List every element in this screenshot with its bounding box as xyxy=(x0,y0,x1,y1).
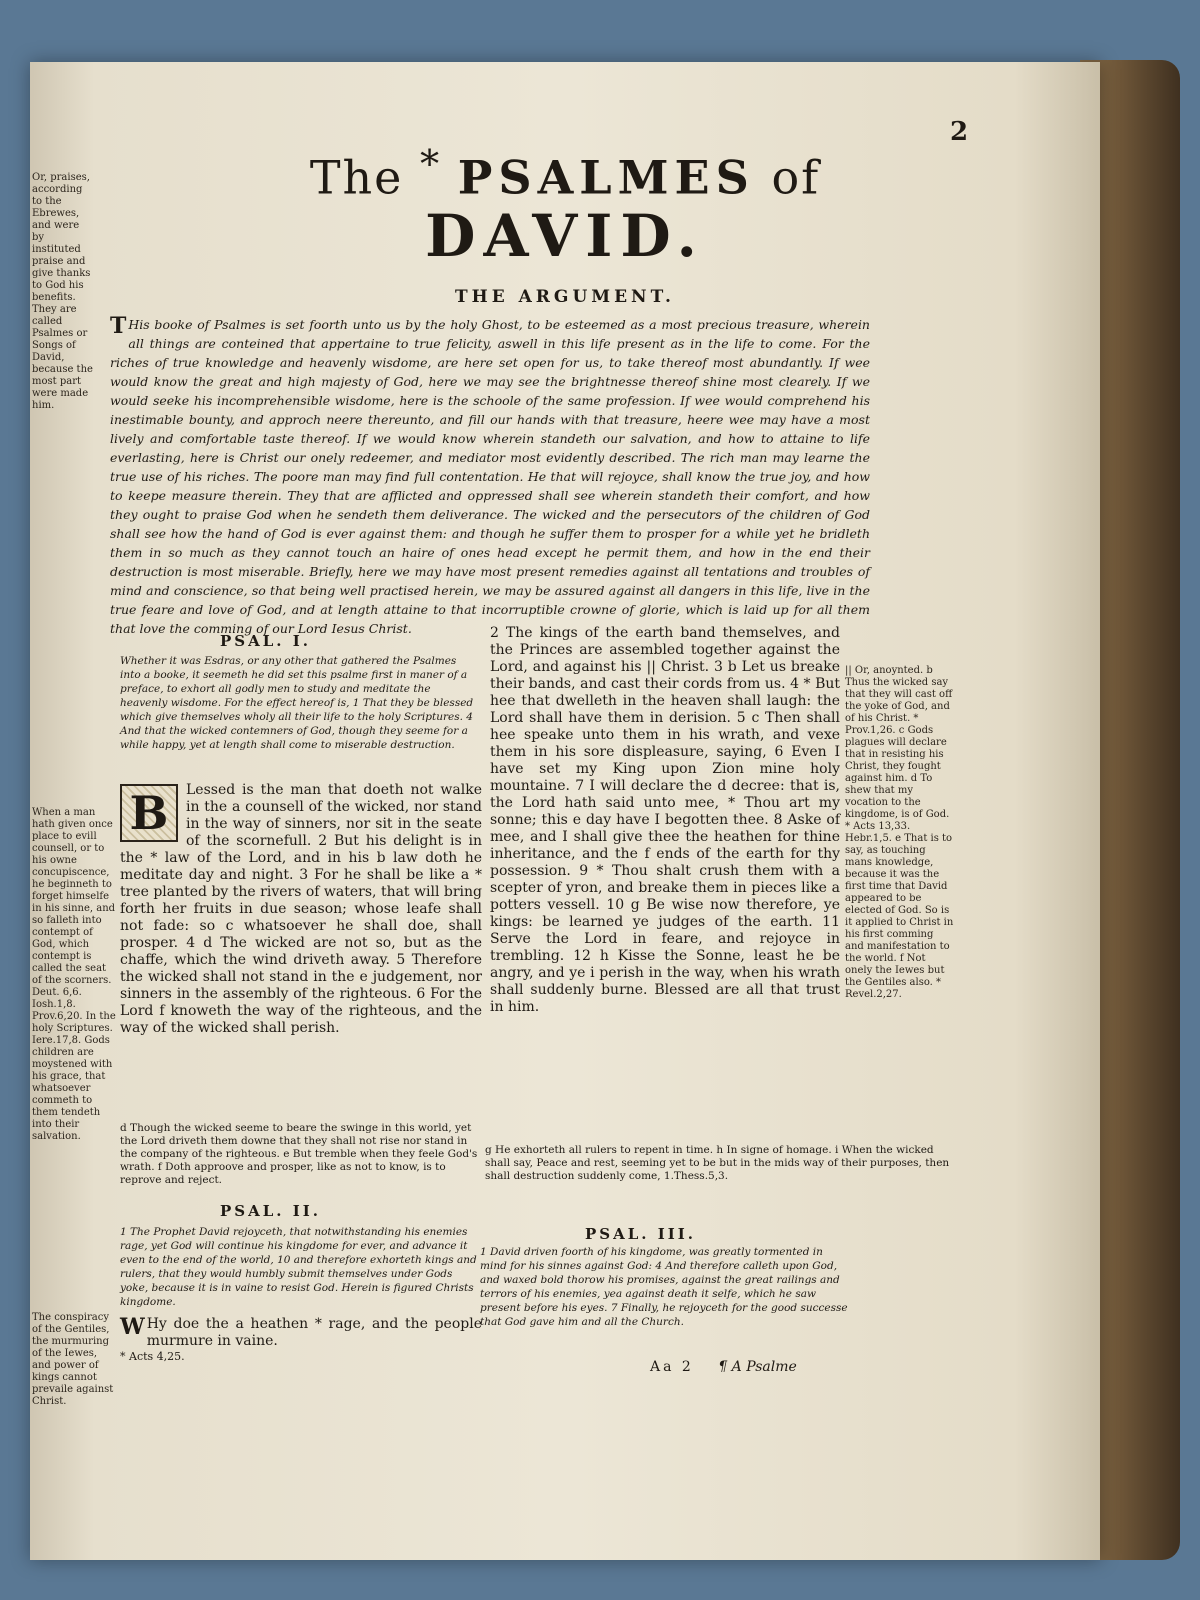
psalm-1-heading: PSAL. I. xyxy=(220,632,311,650)
title-mark: * xyxy=(419,142,442,187)
psalm-2-footnotes: g He exhorteth all rulers to repent in time. h In signe of homage. i When the wicked shall say, Peace and rest, seeming yet to be but in the mids way of their purposes, then shall destruction suddenly come, 1.Thess.5,3. xyxy=(485,1144,950,1182)
psalm-2-crossref: * Acts 4,25. xyxy=(120,1350,185,1363)
title-of: of xyxy=(771,150,821,205)
psalm-3-heading: PSAL. III. xyxy=(585,1225,697,1243)
psalm-2-verse-1 xyxy=(120,1316,482,1350)
decorated-initial-b: B xyxy=(120,784,178,842)
psalm-2-summary: 1 The Prophet David rejoyceth, that notwithstanding his enemies rage, yet God will continue his kingdome for ever, and advance it even to the end of the world, 10 and therefore exhorteth kings and rulers, that they would humbly submit themselves under Gods yoke, because it is in vaine to resist God. Herein is figured Christs kingdome. xyxy=(120,1226,477,1308)
psalm-2-continued-verses: 2 The kings of the earth band themselves, and the Princes are assembled together against the Lord, and against his || Christ. 3 b Let us breake their bands, and cast their cords from us. 4 * But hee that dwelleth in the heaven shall laugh: the Lord shall have them in derision. 5 c Then shall hee speake unto them in his wrath, and vexe them in his sore displeasure, saying, 6 Even I have set my King upon Zion mine holy mountaine. 7 I will declare the d decree: that is, the Lord hath said unto mee, * Thou art my sonne; this e day have I begotten thee. 8 Aske of mee, and I shall give thee the heathen for thine inheritance, and the f ends of the earth for thy possession. 9 * Thou shalt crush them with a scepter of yron, and breake them in pieces like a potters vessell. 10 g Be wise now therefore, ye kings: be learned ye judges of the earth. 11 Serve the Lord in feare, and rejoyce in trembling. 12 h Kisse the Sonne, least he be angry, and ye i perish in the way, when his wrath shall suddenly burne. Blessed are all that trust in him. xyxy=(490,625,840,1015)
title-prefix: The xyxy=(309,150,404,205)
psalm-1-footnotes: d Though the wicked seeme to beare the swinge in this world, yet the Lord driveth them downe that they shall not rise nor stand in the company of the righteous. e But tremble when they feele God's wrath. f Doth approove and prosper, like as not to know, is to reprove and reject. xyxy=(120,1122,478,1186)
right-margin-notes: || Or, anoynted. b Thus the wicked say that they will cast off the yoke of God, and of his Christ. * Prov.1,26. c Gods plagues will declare that in resisting his Christ, they fought against him. d To shew that my vocation to the kingdome, is of God. * Acts 13,33. Hebr.1,5. e That is to say, as touching mans knowledge, because it was the first time that David appeared to be elected of God. So is it applied to Christ in his first comming and manifestation to the world. f Not onely the Iewes but the Gentiles also. * Revel.2,27. xyxy=(845,665,954,1000)
title-main: PSALMES xyxy=(457,150,755,205)
page-title xyxy=(30,142,1100,204)
psalm-2-initial: W xyxy=(120,1314,145,1340)
signature-mark: Aa 2 xyxy=(650,1359,694,1375)
psalm-3-summary: 1 David driven foorth of his kingdome, was greatly tormented in mind for his sinnes against God: 4 And therefore calleth upon God, and waxed bold thorow his promises, against the great railings and terrors of his enemies, yea against death it selfe, which he saw present before his eyes. 7 Finally, he rejoyceth for the good successe that God gave him and all the Church. xyxy=(480,1246,848,1328)
argument-text-block xyxy=(110,315,870,638)
catchword: ¶ A Psalme xyxy=(718,1359,797,1375)
title-david: DAVID. xyxy=(425,202,705,270)
left-margin-note-top: Or, praises, according to the Ebrewes, and were by instituted praise and give thanks to God his benefits. They are called Psalmes or Songs of David, because the most part were made him. xyxy=(32,172,93,411)
psalm-1-summary: Whether it was Esdras, or any other that gathered the Psalmes into a booke, it seemeth he did set this psalme first in maner of a preface, to exhort all godly men to study and meditate the heavenly wisdome. For the effect hereof is, 1 That they be blessed which give themselves wholy all their life to the holy Scriptures. 4 And that the wicked contemners of God, though they seeme for a while happy, yet at length shall come to miserable destruction. xyxy=(120,655,474,751)
psalm-1-verses xyxy=(120,782,482,1037)
page-number: 2 xyxy=(950,117,969,147)
left-margin-note-mid: When a man hath given once place to evill counsell, or to his owne concupiscence, he beginneth to forget himselfe in his sinne, and so falleth into contempt of God, which contempt is called the seat of the scorners. Deut. 6,6. Iosh.1,8. Prov.6,20. In the holy Scriptures. Iere.17,8. Gods children are moystened with his grace, that whatsoever commeth to them tendeth into their salvation. xyxy=(32,807,116,1142)
bible-page xyxy=(30,62,1100,1560)
argument-initial: T xyxy=(110,313,127,339)
argument-heading: THE ARGUMENT. xyxy=(455,287,675,307)
left-margin-note-low: The conspiracy of the Gentiles, the murmuring of the Iewes, and power of kings cannot prevaile against Christ. xyxy=(32,1312,114,1407)
catchword-line xyxy=(650,1359,797,1375)
psalm-2-verse-text: Hy doe the a heathen * rage, and the people murmure in vaine. xyxy=(146,1316,482,1349)
argument-text: His booke of Psalmes is set foorth unto us by the holy Ghost, to be esteemed as a most precious treasure, wherein all things are conteined that appertaine to true felicity, aswell in this life present as in the life to come. For the riches of true knowledge and heavenly wisdome, are here set open for us, to take thereof most abundantly. If wee would know the great and high majesty of God, here we may see the brightnesse thereof shine most clearely. If we would seeke his incomprehensible wisdome, here is the schoole of the same profession. If wee would comprehend his inestimable bounty, and approch neere thereunto, and fill our hands with that treasure, heere wee may have a most lively and comfortable taste thereof. If we would know wherein standeth our salvation, and how to attaine to life everlasting, here is Christ our onely redeemer, and mediator most evidently described. The rich man may learne the true use of his riches. The poore man may find full contentation. He that will rejoyce, shall know the true joy, and how to keepe measure therein. They that are afflicted and oppressed shall see wherein standeth their comfort, and how they ought to praise God when he sendeth them deliverance. The wicked and the persecutors of the children of God shall see how the hand of God is ever against them: and though he suffer them to prosper for a while yet he bridleth them in so much as they cannot touch an haire of ones head except he permit them, and how in the end their destruction is most miserable. Briefly, here we may have most present remedies against all tentations and troubles of mind and conscience, so that being well practised herein, we may be assured against all dangers in this life, live in the true feare and love of God, and at length attaine to that incorruptible crowne of glorie, which is laid up for all them that love the comming of our Lord Iesus Christ. xyxy=(110,317,870,636)
psalm-1-text: Lessed is the man that doeth not walke in the a counsell of the wicked, nor stand in the way of sinners, nor sit in the seate of the scornefull. 2 But his delight is in the * law of the Lord, and in his b law doth he meditate day and night. 3 For he shall be like a * tree planted by the rivers of waters, that will bring forth her fruits in due season; whose leafe shall not fade: so c whatsoever he shall doe, shall prosper. 4 d The wicked are not so, but as the chaffe, which the wind driveth away. 5 Therefore the wicked shall not stand in the e judgement, nor sinners in the assembly of the righteous. 6 For the Lord f knoweth the way of the righteous, and the way of the wicked shall perish. xyxy=(120,782,482,1036)
psalm-2-heading: PSAL. II. xyxy=(220,1202,321,1220)
